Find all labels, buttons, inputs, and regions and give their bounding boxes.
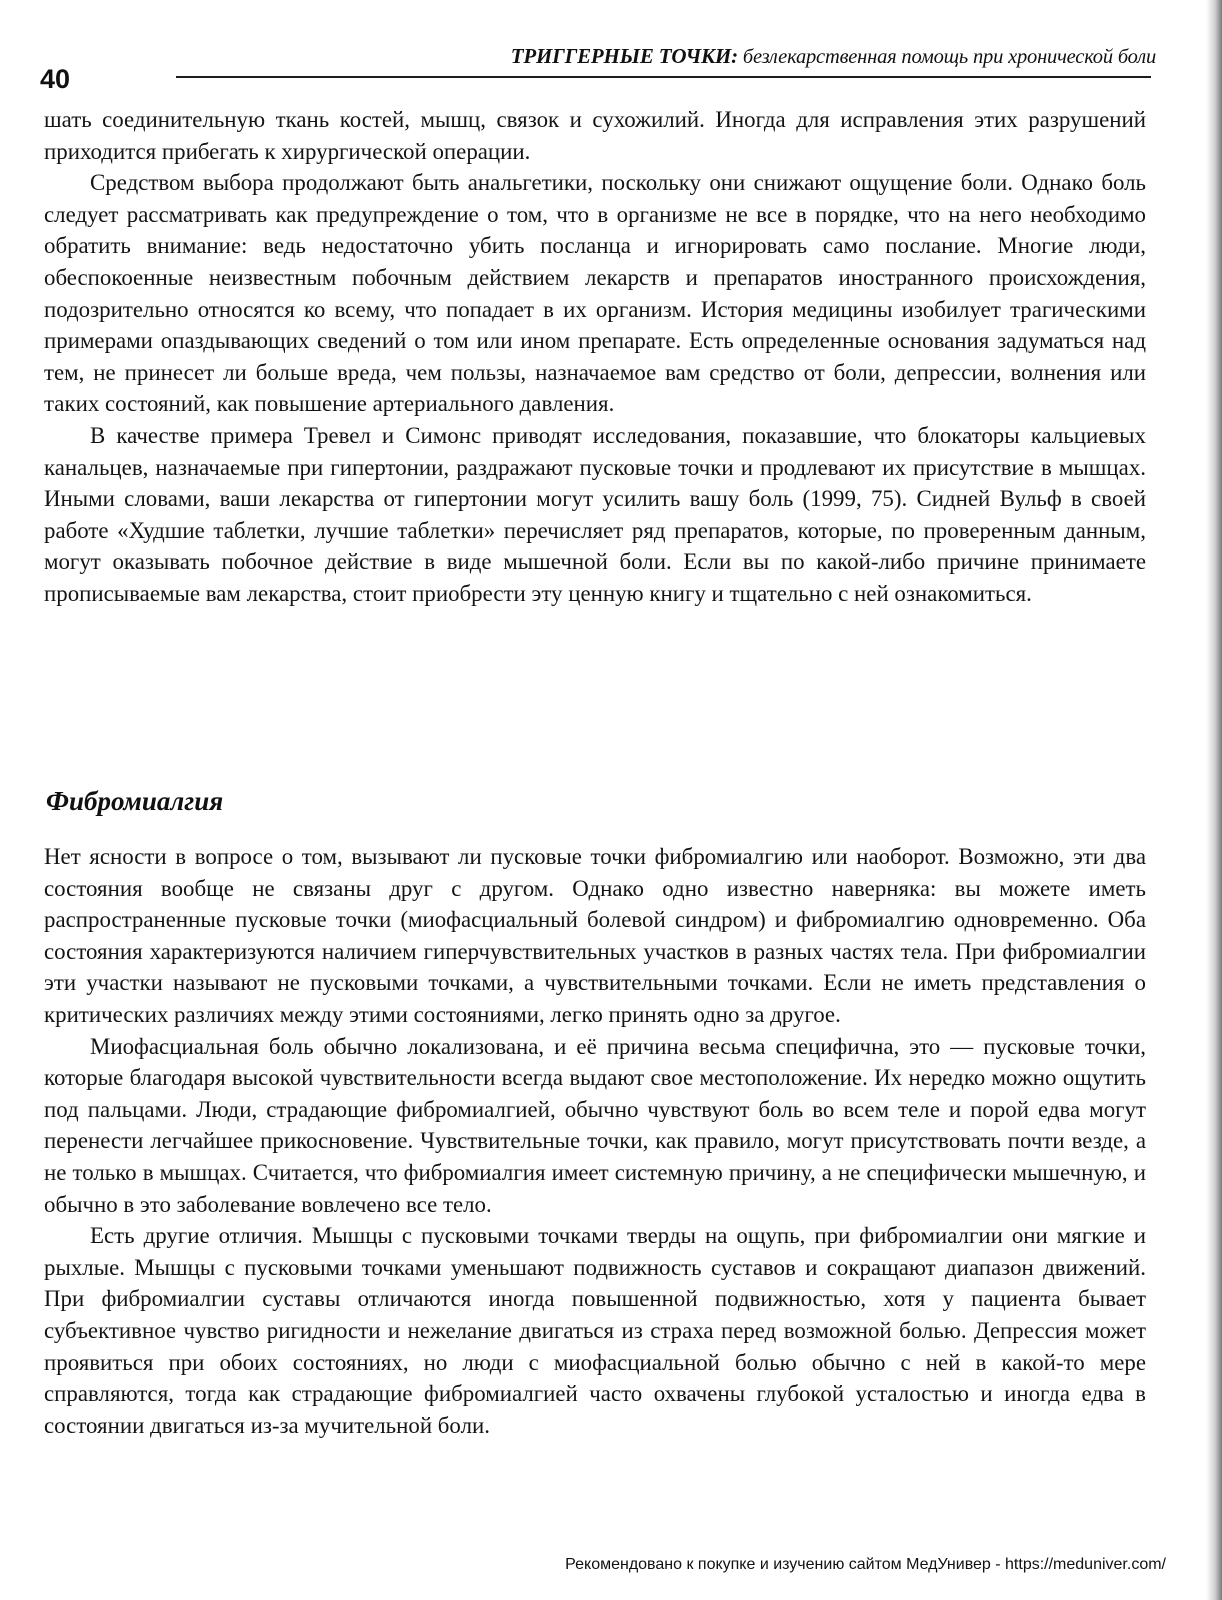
paragraph-travell-simons: В качестве примера Тревел и Симонс приводят исследования, показавшие, что блокаторы кальциевых канальцев, назначаемые при гипертонии, раздражают пусковые точки и продлевают их присутствие в мышцах. Иными словами, ваши лекарства от гипертонии могут усилить вашу боль (1999, 75). Сидней Вульф в своей работе «Худшие таблетки, лучшие таблетки» перечисляет ряд препаратов, которые, по проверенным данным, могут оказывать побочное действие в виде мышечной боли. Если вы по какой-либо причине принимаете прописываемые вам лекарства, стоит приобрести эту ценную книгу и тщательно с ней ознакомиться.	[44, 422, 1146, 606]
body-text	[44, 104, 1146, 610]
paragraph-analgesics: Средством выбора продолжают быть анальгетики, поскольку они снижают ощущение боли. Однако боль следует рассматривать как предупреждение о том, что в организме не все в порядке, что на него необходимо обратить внимание: ведь недостаточно убить посланца и игнорировать само послание. Многие люди, обеспокоенные неизвестным побочным действием лекарств и препаратов иностранного происхождения, подозрительно относятся ко всему, что попадает в их организм. История медицины изобилует трагическими примерами опаздывающих сведений о том или ином препарате. Есть определенные основания задуматься над тем, не принесет ли больше вреда, чем пользы, назначаемое вам средство от боли, депрессии, волнения или таких состояний, как повышение артериального давления.	[44, 170, 1146, 417]
scan-page-edge	[1206, 0, 1222, 1600]
paragraph-fibromyalgia-intro: Нет ясности в вопросе о том, вызывают ли пусковые точки фибромиалгию или наоборот. Возможно, эти два состояния вообще не связаны друг с другом. Однако одно известно наверняка: вы можете иметь распространенные пусковые точки (миофасциальный болевой синдром) и фибромиалгию одновременно. Оба состояния характеризуются наличием гиперчувствительных участков в разных частях тела. При фибромиалгии эти участки называют не пусковыми точками, а чувствительными точками. Если не иметь представления о критических различиях между этими состояниями, легко принять одно за другое.	[44, 844, 1146, 1027]
section-heading: Фибромиалгия	[46, 786, 224, 816]
section-text	[44, 841, 1146, 1441]
running-head	[511, 44, 1156, 69]
running-head-subtitle: безлекарственная помощь при хронической боли	[737, 46, 1156, 68]
running-head-book-title: ТРИГГЕРНЫЕ ТОЧКИ:	[510, 44, 738, 68]
paragraph-myofascial-pain: Миофасциальная боль обычно локализована, и её причина весьма специфична, это — пусковые точки, которые благодаря высокой чувствительности всегда выдают свое местоположение. Их нередко можно ощутить под пальцами. Люди, страдающие фибромиалгией, обычно чувствуют боль во всем теле и порой едва могут перенести легчайшее прикосновение. Чувствительные точки, как правило, могут присутствовать почти везде, а не только в мышцах. Считается, что фибромиалгия имеет системную причину, а не специфически мышечную, и обычно в это заболевание вовлечено все тело.	[44, 1033, 1146, 1217]
section-fibromyalgia	[44, 786, 1146, 1441]
header-rule	[176, 76, 1151, 78]
footer-recommendation: Рекомендовано к покупке и изучению сайтом МедУнивер - https://meduniver.com/	[565, 1556, 1166, 1573]
paragraph-continuation: шать соединительную ткань костей, мышц, связок и сухожилий. Иногда для исправления этих разрушений приходится прибегать к хирургической операции.	[44, 107, 1146, 164]
paragraph-other-differences: Есть другие отличия. Мышцы с пусковыми точками тверды на ощупь, при фибромиалгии они мягкие и рыхлые. Мышцы с пусковыми точками уменьшают подвижность суставов и сокращают диапазон движений. При фибромиалгии суставы отличаются иногда повышенной подвижностью, хотя у пациента бывает субъективное чувство ригидности и нежелание двигаться из страха перед возможной болью. Депрессия может проявиться при обоих состояниях, но люди с миофасциальной болью обычно с ней в какой-то мере справляются, тогда как страдающие фибромиалгией часто охвачены глубокой усталостью и иногда едва в состоянии двигаться из-за мучительной боли.	[44, 1223, 1146, 1438]
page-number: 40	[40, 64, 71, 94]
